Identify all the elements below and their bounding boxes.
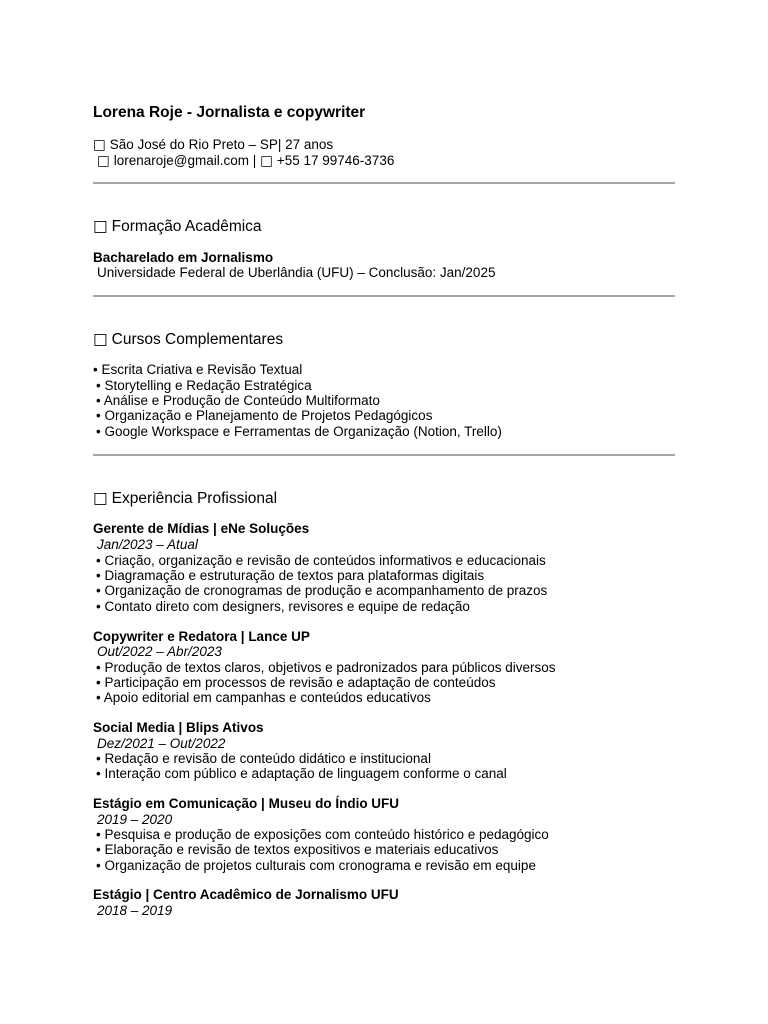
location-icon: □ [93,137,106,153]
courses-title: Cursos Complementares [111,331,284,348]
degree-name: Bacharelado em Jornalismo [93,250,274,265]
education-title: Formação Acadêmica [111,218,262,235]
job-bullet: • Redação e revisão de conteúdo didático e institucional [96,751,431,766]
job-bullet: • Interação com público e adaptação de linguagem conforme o canal [96,766,507,781]
job-bullet: • Diagramação e estruturação de textos para plataformas digitais [96,568,485,583]
contact-separator: | [252,153,257,168]
location-text: São José do Rio Preto – SP| 27 anos [109,137,334,152]
course-item: • Escrita Criativa e Revisão Textual [93,362,303,377]
course-item: • Organização e Planejamento de Projetos Pedagógicos [96,408,433,423]
email-link[interactable]: lorenaroje@gmail.com [113,153,250,168]
divider [93,295,675,297]
job-period: Dez/2021 – Out/2022 [97,736,226,751]
experience-icon: □ [93,489,108,507]
job-role: Estágio em Comunicação | Museu do Índio UFU [93,796,400,811]
experience-title: Experiência Profissional [111,490,278,507]
job-bullet: • Contato direto com designers, revisores e equipe de redação [96,599,470,614]
job-period: Out/2022 – Abr/2023 [97,644,222,659]
job-period: Jan/2023 – Atual [97,537,198,552]
job-bullet: • Produção de textos claros, objetivos e padronizados para públicos diversos [96,660,556,675]
job-bullet: • Organização de cronogramas de produção e acompanhamento de prazos [96,583,548,598]
job-bullet: • Participação em processos de revisão e adaptação de conteúdos [96,675,496,690]
course-item: • Google Workspace e Ferramentas de Organização (Notion, Trello) [96,424,502,439]
education-heading [93,217,262,236]
job-role: Estágio | Centro Acadêmico de Jornalismo UFU [93,887,399,902]
job-bullet: • Organização de projetos culturais com cronograma e revisão em equipe [96,858,536,873]
job-bullet: • Elaboração e revisão de textos expositivos e materiais educativos [96,842,499,857]
location-line [93,137,333,153]
job-period: 2019 – 2020 [97,812,173,827]
job-role: Copywriter e Redatora | Lance UP [93,629,310,644]
divider [93,182,675,184]
divider [93,454,675,456]
course-item: • Análise e Produção de Conteúdo Multiformato [96,393,380,408]
job-bullet: • Pesquisa e produção de exposições com conteúdo histórico e pedagógico [96,827,549,842]
email-icon: □ [97,153,110,169]
course-item: • Storytelling e Redação Estratégica [96,378,312,393]
page-title: Lorena Roje - Jornalista e copywriter [93,104,366,121]
courses-icon: □ [93,330,108,348]
experience-heading [93,489,277,508]
contact-line [97,153,394,169]
courses-heading [93,330,283,349]
institution-text: Universidade Federal de Uberlândia (UFU) – Conclusão: Jan/2025 [97,265,496,280]
phone-text: +55 17 99746-3736 [276,153,395,168]
phone-icon: □ [260,153,273,169]
education-icon: □ [93,217,108,235]
job-role: Social Media | Blips Ativos [93,720,264,735]
job-bullet: • Criação, organização e revisão de conteúdos informativos e educacionais [96,553,546,568]
job-role: Gerente de Mídias | eNe Soluções [93,521,310,536]
job-bullet: • Apoio editorial em campanhas e conteúdos educativos [96,690,431,705]
job-period: 2018 – 2019 [97,903,173,918]
